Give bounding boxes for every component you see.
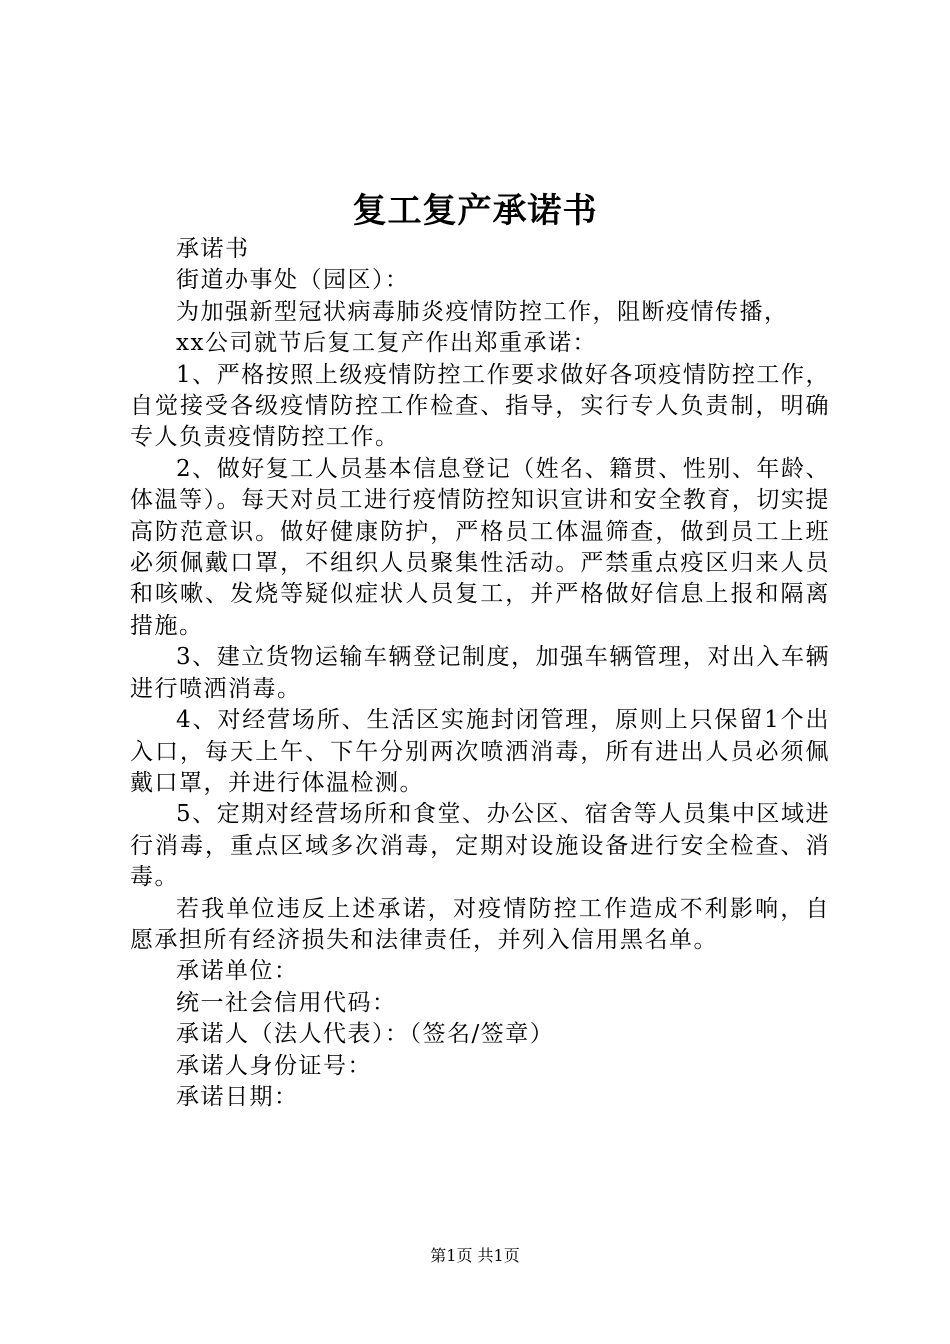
paragraph-item-5: 5、定期对经营场所和食堂、办公区、宿舍等人员集中区域进行消毒，重点区域多次消毒，定期对设施设备进行安全检查、消毒。 bbox=[130, 801, 830, 891]
paragraph-item-2: 2、做好复工人员基本信息登记（姓名、籍贯、性别、年龄、体温等）。每天对员工进行疫情防控知识宣讲和安全教育，切实提高防范意识。做好健康防护，严格员工体温筛查，做到员工上班必须佩戴口罩，不组织人员聚集性活动。严禁重点疫区归来人员和咳嗽、发烧等疑似症状人员复工，并严格做好信息上报和隔离措施。 bbox=[130, 455, 830, 639]
field-id-number: 承诺人身份证号： bbox=[176, 1052, 372, 1079]
paragraph-addressee: 街道办事处（园区）： bbox=[176, 267, 410, 294]
field-date: 承诺日期： bbox=[176, 1083, 299, 1110]
page-number-footer: 第1页 共1页 bbox=[430, 1246, 520, 1265]
paragraph-intro: 为加强新型冠状病毒肺炎疫情防控工作，阻断疫情传播， bbox=[176, 298, 789, 325]
paragraph-liability: 若我单位违反上述承诺，对疫情防控工作造成不利影响，自愿承担所有经济损失和法律责任，并列入信用黑名单。 bbox=[130, 895, 830, 953]
paragraph-item-1: 1、严格按照上级疫情防控工作要求做好各项疫情防控工作，自觉接受各级疫情防控工作检查、指导，实行专人负责制，明确专人负责疫情防控工作。 bbox=[130, 361, 830, 451]
field-credit-code: 统一社会信用代码： bbox=[176, 989, 397, 1016]
document-body bbox=[130, 234, 830, 1113]
paragraph-item-4: 4、对经营场所、生活区实施封闭管理，原则上只保留1个出入口，每天上午、下午分别两次喷洒消毒，所有进出人员必须佩戴口罩，并进行体温检测。 bbox=[130, 707, 830, 796]
paragraph-heading: 承诺书 bbox=[176, 236, 250, 262]
paragraph-commitment-lead: xx公司就节后复工复产作出郑重承诺： bbox=[176, 330, 597, 357]
field-unit: 承诺单位： bbox=[176, 958, 299, 985]
document-title: 复工复产承诺书 bbox=[352, 191, 598, 231]
field-signatory: 承诺人（法人代表）：（签名/签章） bbox=[176, 1021, 555, 1048]
paragraph-item-3: 3、建立货物运输车辆登记制度，加强车辆管理，对出入车辆进行喷洒消毒。 bbox=[130, 644, 830, 702]
